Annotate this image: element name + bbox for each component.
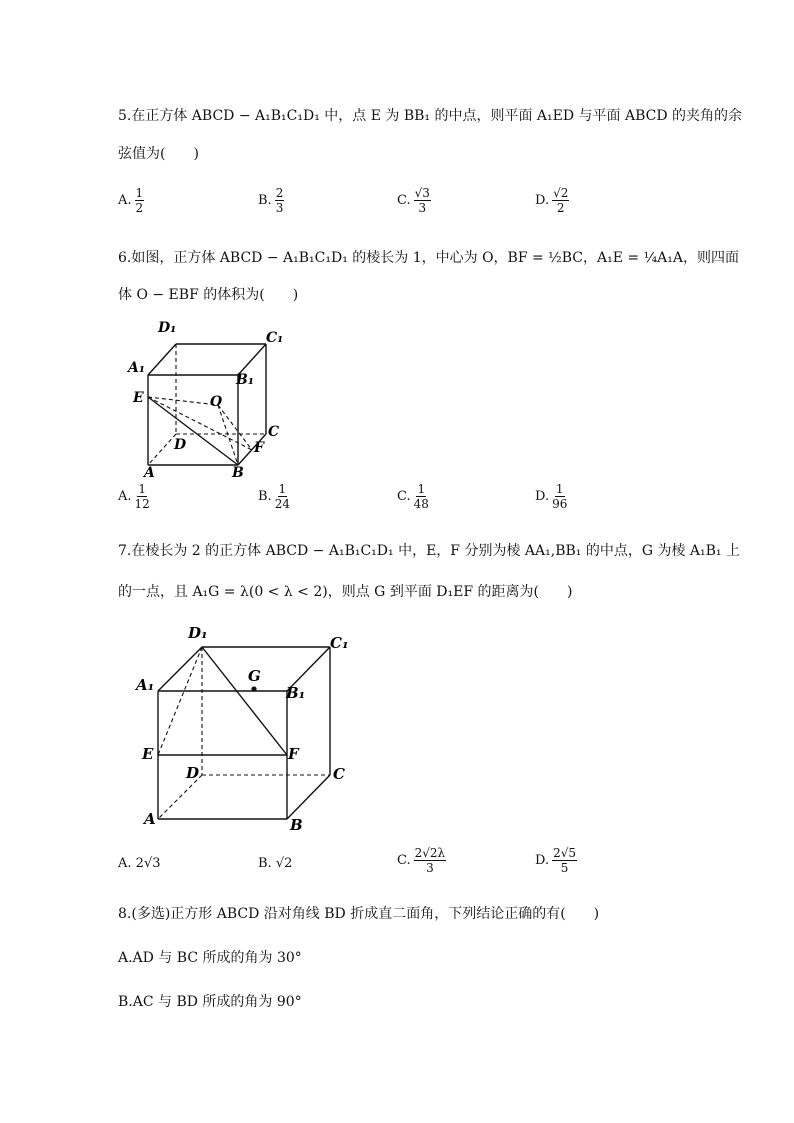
q6-label-b1: B₁ <box>236 372 254 388</box>
q8-stem: 8.(多选)正方形 ABCD 沿对角线 BD 折成直二面角，下列结论正确的有( ) <box>118 906 600 922</box>
q7-label-c1: C₁ <box>330 634 349 652</box>
q7-option-b: B. √2 <box>258 856 293 871</box>
q7-label-f: F <box>288 745 299 763</box>
q7-stem-line1: 7.在棱长为 2 的正方体 ABCD − A₁B₁C₁D₁ 中，E，F 分别为棱 AA₁,BB₁ 的中点，G 为棱 A₁B₁ 上 <box>118 543 740 559</box>
q6-option-a: A. $\frac{1}{12}$ <box>118 482 150 511</box>
q7-label-c: C <box>333 765 345 783</box>
q7-label-b1: B₁ <box>286 684 306 702</box>
q6-label-c1: C₁ <box>266 330 284 346</box>
q7-option-a: A. 2√3 <box>118 856 161 871</box>
q6-label-d1: D₁ <box>158 320 177 336</box>
q7-label-a: A <box>144 810 156 828</box>
q6-label-a: A <box>144 465 155 478</box>
q5-stem-line1: 5.在正方体 ABCD − A₁B₁C₁D₁ 中，点 E 为 BB₁ 的中点，则平面 A₁ED 与平面 ABCD 的夹角的余 <box>118 108 743 124</box>
q7-stem-line2: 的一点，且 A₁G = λ(0 < λ < 2)，则点 G 到平面 D₁EF 的距离为( ) <box>118 584 573 600</box>
q6-option-b: B. $\frac{1}{24}$ <box>258 482 290 511</box>
q6-cube-figure <box>120 318 290 478</box>
q7-cube-figure <box>130 618 360 838</box>
q7-label-d: D <box>186 764 200 782</box>
q5-option-a: A. $\frac{1}{2}$ <box>118 186 144 215</box>
q6-option-c: C. $\frac{1}{48}$ <box>397 482 429 511</box>
q7-label-e: E <box>142 745 154 763</box>
q7-label-g: G <box>248 667 261 685</box>
q6-label-o: O <box>210 394 223 410</box>
q5-option-c: C. $\frac{√3}{3}$ <box>397 186 430 215</box>
q5-stem-line2: 弦值为( ) <box>118 146 199 162</box>
q6-label-f: F <box>254 440 264 456</box>
q6-label-c: C <box>268 424 280 440</box>
q5-option-b: B. $\frac{2}{3}$ <box>258 186 284 215</box>
q6-stem-line1: 6.如图，正方体 ABCD − A₁B₁C₁D₁ 的棱长为 1，中心为 O，BF = ½BC，A₁E = ¼A₁A，则四面 <box>118 250 739 266</box>
q7-label-d1: D₁ <box>188 624 208 642</box>
q8-option-a: A.AD 与 BC 所成的角为 30° <box>118 950 302 966</box>
q6-option-d: D. $\frac{1}{96}$ <box>535 482 568 511</box>
q6-label-a1: A₁ <box>128 360 145 376</box>
q7-label-a1: A₁ <box>136 676 155 694</box>
q7-option-d: D. $\frac{2√5}{5}$ <box>535 846 577 875</box>
q5-option-d: D. $\frac{√2}{2}$ <box>535 186 569 215</box>
q6-stem-line2: 体 O − EBF 的体积为( ) <box>118 287 299 303</box>
q7-option-c: C. $\frac{2√2\lambda}{3}$ <box>397 846 446 875</box>
q6-label-d: D <box>174 437 187 453</box>
q6-label-e: E <box>133 390 144 406</box>
q7-label-b: B <box>290 816 303 834</box>
q7-point-g <box>251 686 256 691</box>
q6-label-b: B <box>232 465 244 478</box>
q8-option-b: B.AC 与 BD 所成的角为 90° <box>118 994 302 1010</box>
